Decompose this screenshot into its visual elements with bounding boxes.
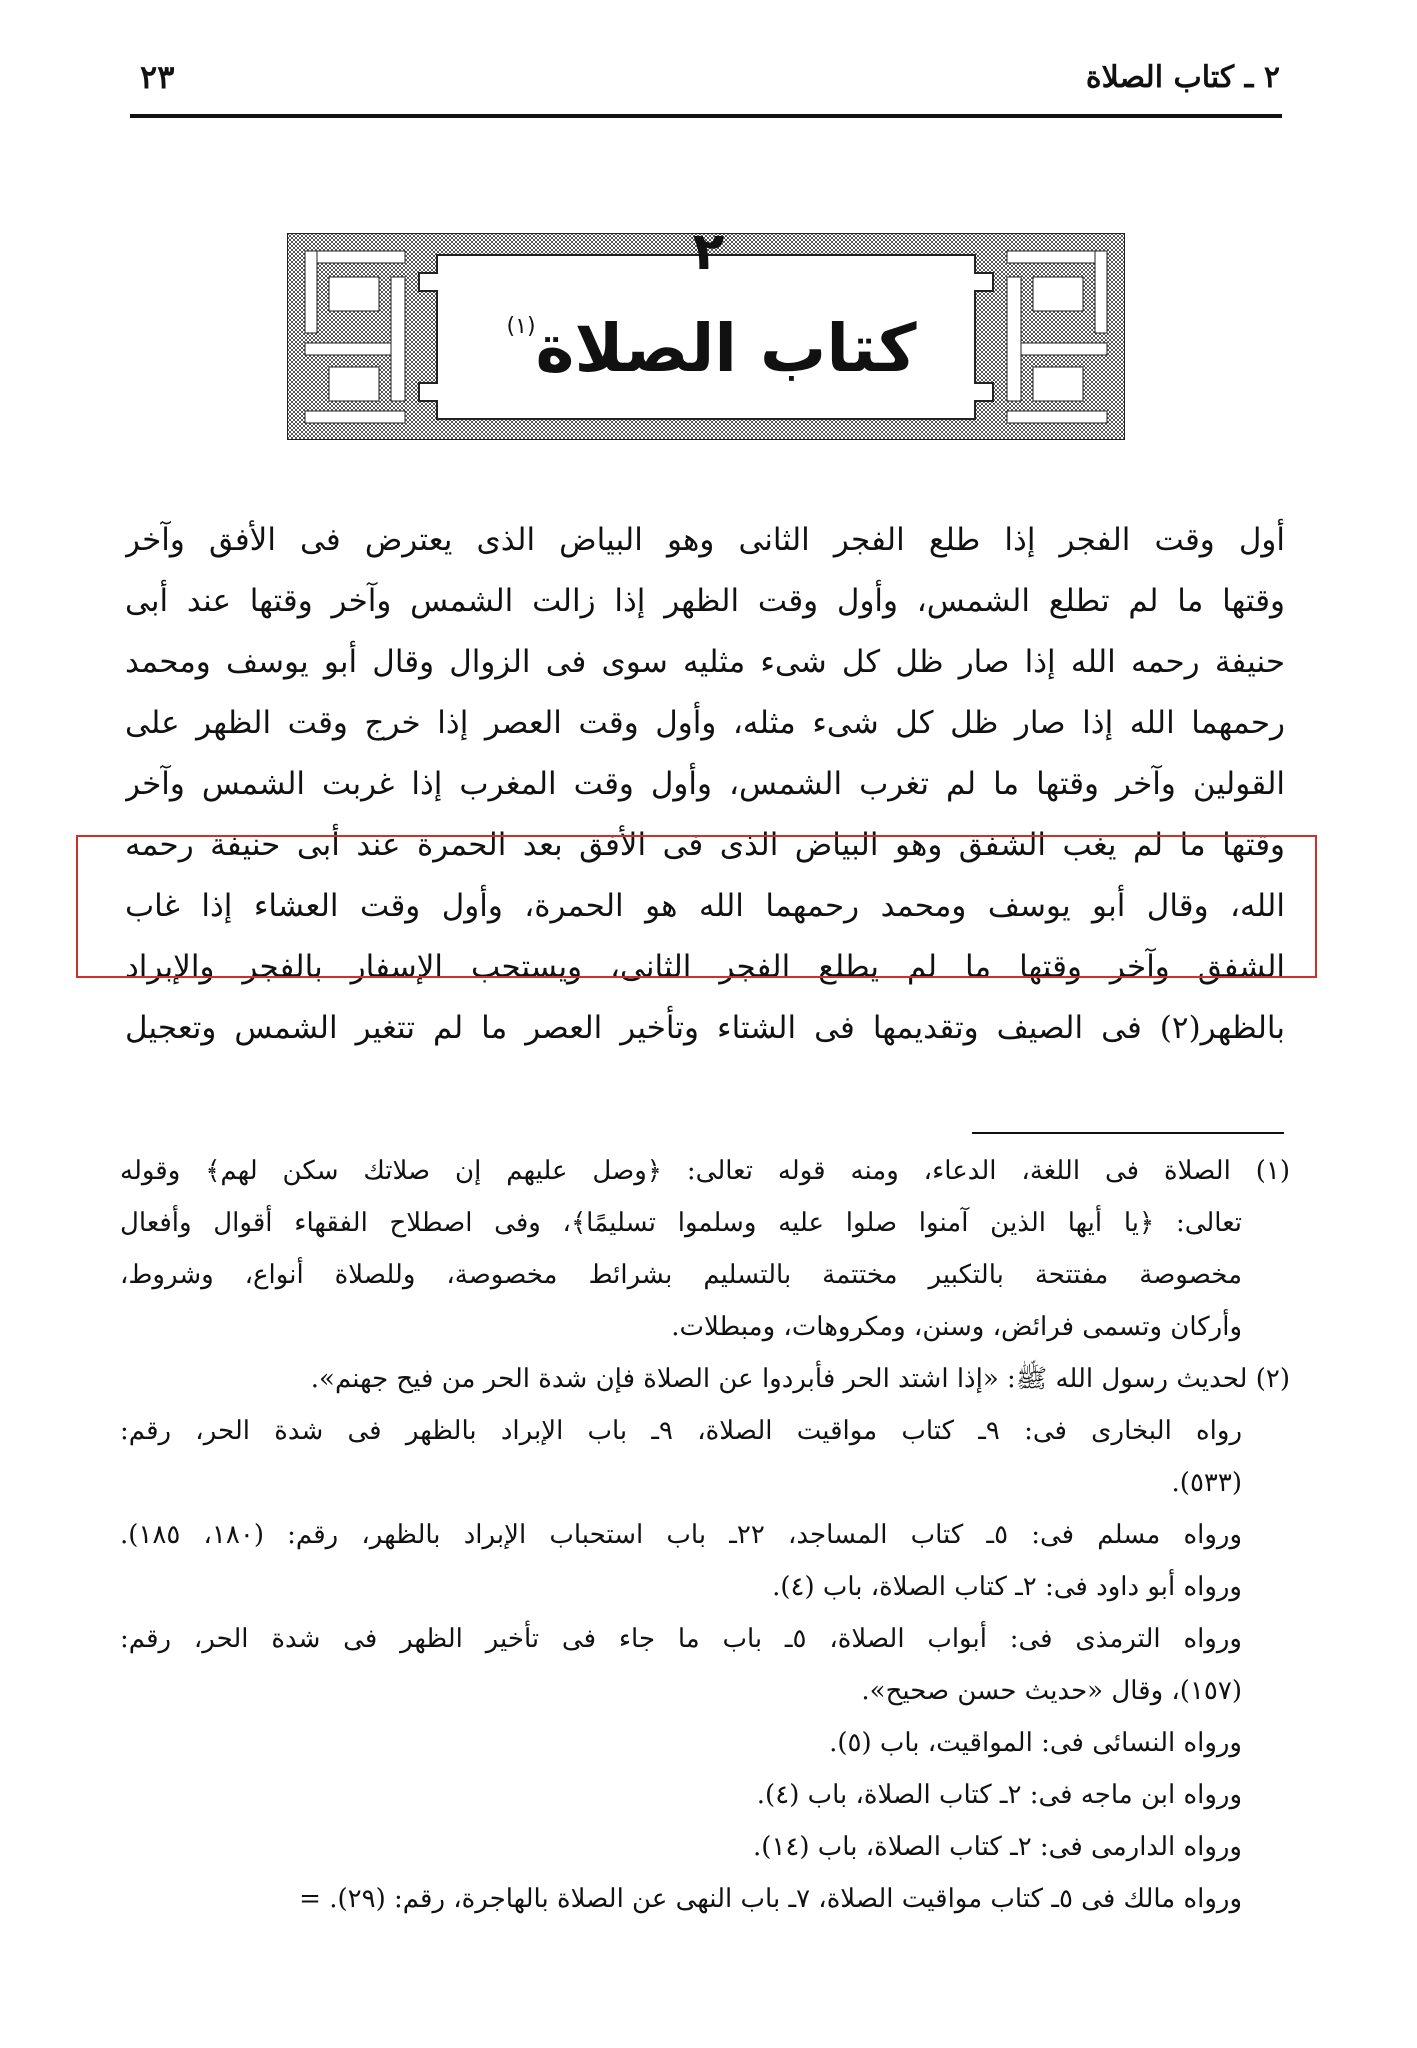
body-line: الله، وقال أبو يوسف ومحمد رحمهما الله هو الحمرة، وأول وقت العشاء إذا غاب bbox=[125, 888, 1285, 924]
body-line: أول وقت الفجر إذا طلع الفجر الثانى وهو البياض الذى يعترض فى الأفق وآخر bbox=[125, 522, 1285, 558]
footnote-line: (١٥٧)، وقال «حديث حسن صحيح». bbox=[861, 1676, 1242, 1706]
footnote-line: مخصوصة مفتتحة بالتكبير مختتمة بالتسليم بشرائط مخصوصة، وللصلاة أنواع، وشروط، bbox=[120, 1260, 1242, 1290]
body-line: الشفق وآخر وقتها ما لم يطلع الفجر الثانى، ويستحب الإسفار بالفجر والإبراد bbox=[125, 949, 1285, 985]
header-rule bbox=[130, 114, 1282, 118]
footnote-line: ورواه أبو داود فى: ٢ـ كتاب الصلاة، باب (٤). bbox=[772, 1572, 1242, 1602]
body-line: بالظهر(٢) فى الصيف وتقديمها فى الشتاء وتأخير العصر ما لم تتغير الشمس وتعجيل bbox=[125, 1010, 1285, 1046]
footnote-line: (١) الصلاة فى اللغة، الدعاء، ومنه قوله تعالى: ﴿وصل عليهم إن صلاتك سكن لهم﴾ وقوله bbox=[120, 1156, 1290, 1186]
footnotes bbox=[120, 1145, 1290, 1925]
footnote-line: ورواه مسلم فى: ٥ـ كتاب المساجد، ٢٢ـ باب استحباب الإبراد بالظهر، رقم: (١٨٠، ١٨٥). bbox=[120, 1520, 1243, 1550]
chapter-name: كتاب الصلاة bbox=[535, 310, 917, 387]
footnote-line: وأركان وتسمى فرائض، وسنن، ومكروهات، ومبطلات. bbox=[671, 1312, 1242, 1342]
body-line: وقتها ما لم تطلع الشمس، وأول وقت الظهر إذا زالت الشمس وآخر وقتها عند أبى bbox=[125, 583, 1285, 619]
footnote-line: (٥٣٣). bbox=[1171, 1468, 1242, 1498]
highlight-box bbox=[76, 835, 1317, 978]
footnote-line: (٢) لحديث رسول الله ﷺ: «إذا اشتد الحر فأبردوا عن الصلاة فإن شدة الحر من فيح جهنم». bbox=[310, 1364, 1290, 1394]
running-header bbox=[130, 52, 1280, 112]
body-line: القولين وآخر وقتها ما لم تغرب الشمس، وأول وقت المغرب إذا غربت الشمس وآخر bbox=[125, 766, 1285, 802]
body-line: وقتها ما لم يغب الشفق وهو البياض الذى فى الأفق بعد الحمرة عند أبى حنيفة رحمه bbox=[125, 827, 1285, 863]
footnote-line: تعالى: ﴿يا أيها الذين آمنوا صلوا عليه وسلموا تسليمًا﴾، وفى اصطلاح الفقهاء أقوال وأفعال bbox=[120, 1208, 1242, 1238]
footnote-line: ورواه الدارمى فى: ٢ـ كتاب الصلاة، باب (١٤). bbox=[753, 1832, 1242, 1862]
footnote-line: ورواه النسائى فى: المواقيت، باب (٥). bbox=[829, 1728, 1242, 1758]
chapter-number: ٢ bbox=[692, 222, 725, 282]
footnote-line: ورواه مالك فى ٥ـ كتاب مواقيت الصلاة، ٧ـ باب النهى عن الصلاة بالهاجرة، رقم: (٢٩). = bbox=[299, 1884, 1242, 1914]
footnote-line: رواه البخارى فى: ٩ـ كتاب مواقيت الصلاة، ٩ـ باب الإبراد بالظهر فى شدة الحر، رقم: bbox=[120, 1416, 1242, 1446]
footnote-rule bbox=[972, 1132, 1284, 1134]
page-number: ٢٣ bbox=[140, 58, 175, 96]
chapter-heading bbox=[0, 310, 1417, 387]
footnote-line: ورواه ابن ماجه فى: ٢ـ كتاب الصلاة، باب (٤). bbox=[756, 1780, 1242, 1810]
body-line: حنيفة رحمه الله إذا صار ظل كل شىء مثليه سوى فى الزوال وقال أبو يوسف ومحمد bbox=[125, 644, 1285, 680]
running-chapter-title: ٢ ـ كتاب الصلاة bbox=[1085, 60, 1280, 95]
chapter-footnote-marker: (١) bbox=[506, 314, 536, 339]
footnote-line: ورواه الترمذى فى: أبواب الصلاة، ٥ـ باب ما جاء فى تأخير الظهر فى شدة الحر، رقم: bbox=[120, 1624, 1242, 1654]
body-line: رحمهما الله إذا صار ظل كل شىء مثله، وأول وقت العصر إذا خرج وقت الظهر على bbox=[125, 705, 1285, 741]
